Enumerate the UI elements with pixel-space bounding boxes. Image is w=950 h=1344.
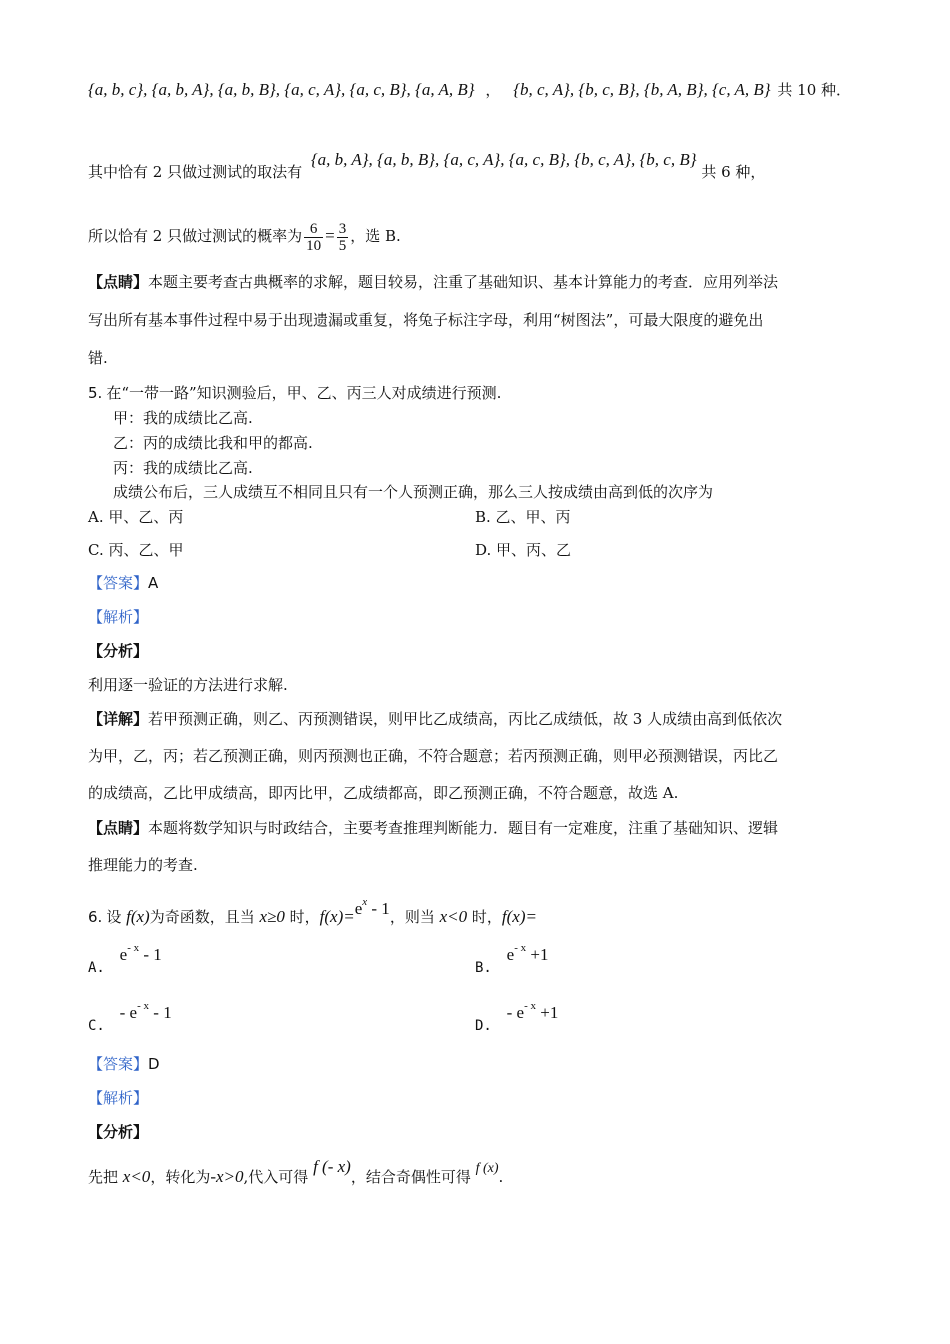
q5-statement-bing: 丙：我的成绩比乙高. <box>113 459 253 477</box>
sets-all-suffix: 共 10 种． <box>777 81 852 99</box>
q6-stem-c: 时， <box>284 908 320 926</box>
prob-equals: = <box>325 226 335 245</box>
q6-expr-tail: - 1 <box>367 899 390 918</box>
q6-option-c <box>88 996 172 1034</box>
comment4-text1: 本题主要考查古典概率的求解，题目较易，注重了基础知识、基本计算能力的考查．应用列举法 <box>148 273 779 291</box>
q6-expr-exp: x <box>362 896 368 908</box>
prob-suffix: ，选 B. <box>350 227 401 245</box>
q6-fx: f(x) <box>126 907 150 926</box>
exact2-line <box>88 150 766 182</box>
q6-last-fx: f (x) <box>475 1161 499 1176</box>
q6-option-d <box>475 996 559 1034</box>
prob-prefix: 所以恰有 2 只做过测试的概率为 <box>88 227 303 245</box>
exact2-sets: {a, b, A}, {a, b, B}, {a, c, A}, {a, c, B}, {b, c, A}, {b, c, B} <box>310 150 697 169</box>
frac2-den: 5 <box>338 237 347 254</box>
q6-number: 6. <box>88 908 103 926</box>
q6-stem <box>88 896 537 927</box>
q5-answer-value: A <box>148 574 159 592</box>
frac1-num: 6 <box>304 221 323 238</box>
q6-answer <box>88 1054 160 1074</box>
exact2-suffix: 共 6 种， <box>701 163 766 181</box>
q5-comment-tag: 【点睛】 <box>88 819 149 837</box>
q5-detail-line3: 的成绩高，乙比甲成绩高，即丙比甲，乙成绩都高，即乙预测正确，不符合题意，故选 A. <box>88 784 679 802</box>
q6-last-d: ，结合奇偶性可得 <box>350 1168 476 1186</box>
q6-expr <box>354 896 390 918</box>
q6-cond2: x<0 <box>439 907 468 926</box>
comment4-line2: 写出所有基本事件过程中易于出现遗漏或重复，将兔子标注字母，利用“树图法”，可最大限度的避免出 <box>88 311 764 329</box>
q6-a-base: e <box>119 945 128 964</box>
q6-option-d-expr <box>506 1000 559 1022</box>
q5-option-b: B. 乙、甲、丙 <box>475 508 571 526</box>
q6-b-base: e <box>506 945 515 964</box>
q5-stem-text: 在“一带一路”知识测验后，甲、乙、丙三人对成绩进行预测. <box>106 384 502 402</box>
q6-last-f-negx: f (- x) <box>313 1157 351 1176</box>
q6-option-a <box>88 938 162 976</box>
frac2-num: 3 <box>338 220 347 237</box>
fraction-3-5 <box>337 221 349 254</box>
sets-separator: ， <box>485 81 501 99</box>
q6-c-exp: - x <box>137 1000 150 1012</box>
q6-last-e: . <box>498 1168 504 1186</box>
sets-all-left: {a, b, c}, {a, b, A}, {a, b, B}, {a, c, A}, {a, c, B}, {a, A, B} <box>88 80 475 99</box>
q6-stem-e: 时， <box>467 908 502 926</box>
q6-option-c-label: C. <box>88 1018 105 1034</box>
probability-line <box>88 220 401 254</box>
q6-last-negx: -x>0 <box>210 1167 244 1186</box>
q6-d-base: - e <box>506 1003 525 1022</box>
q5-stem <box>88 383 501 403</box>
q5-answer-tag: 【答案】 <box>88 574 149 592</box>
q5-option-c: C. 丙、乙、甲 <box>88 541 184 559</box>
q6-option-a-expr <box>119 942 162 964</box>
q6-last-x: x<0 <box>122 1167 151 1186</box>
sets-all-right: {b, c, A}, {b, c, B}, {b, A, B}, {c, A, B} <box>513 80 771 99</box>
q5-detail-line1 <box>88 709 782 729</box>
q5-number: 5. <box>88 384 103 402</box>
q5-option-a: A. 甲、乙、丙 <box>88 508 184 526</box>
q5-statement-yi: 乙：丙的成绩比我和甲的都高. <box>113 434 313 452</box>
q5-fenxi-text: 利用逐一验证的方法进行求解. <box>88 676 288 694</box>
q6-analysis-tag: 【解析】 <box>88 1089 149 1107</box>
q6-option-a-label: A. <box>88 960 105 976</box>
q5-analysis-tag: 【解析】 <box>88 608 149 626</box>
q6-option-c-expr <box>119 1000 172 1022</box>
q6-fenxi-tag: 【分析】 <box>88 1123 149 1141</box>
q6-c-tail: - 1 <box>149 1003 172 1022</box>
q6-answer-value: D <box>148 1055 160 1073</box>
q6-d-exp: - x <box>524 1000 537 1012</box>
q5-comment-line2: 推理能力的考查. <box>88 856 198 874</box>
q6-option-b-expr <box>506 942 549 964</box>
q6-expr-base: e <box>354 899 363 918</box>
q5-fenxi-tag: 【分析】 <box>88 642 149 660</box>
q5-comment-line1 <box>88 818 778 838</box>
q5-detail-line2: 为甲，乙，丙；若乙预测正确，则丙预测也正确，不符合题意；若丙预测正确，则甲必预测错误，丙比乙 <box>88 747 779 765</box>
q6-option-b-label: B. <box>475 960 492 976</box>
q6-d-tail: +1 <box>536 1003 559 1022</box>
q6-fx-eq2: f(x)= <box>501 907 537 926</box>
q6-fenxi-text <box>88 1157 504 1189</box>
comment4-line1 <box>88 272 778 292</box>
q6-c-base: - e <box>119 1003 138 1022</box>
q6-option-d-label: D. <box>475 1018 492 1034</box>
q6-stem-d: ，则当 <box>389 908 440 926</box>
frac1-den: 10 <box>306 237 322 254</box>
q6-a-tail: - 1 <box>139 945 162 964</box>
q5-detail-text1: 若甲预测正确，则乙、丙预测错误，则甲比乙成绩高，丙比乙成绩低，故 3 人成绩由高到低依次 <box>148 710 783 728</box>
q5-comment-text1: 本题将数学知识与时政结合，主要考查推理判断能力．题目有一定难度，注重了基础知识、逻辑 <box>148 819 779 837</box>
q5-detail-tag: 【详解】 <box>88 710 149 728</box>
q5-statement-jia: 甲：我的成绩比乙高. <box>113 409 253 427</box>
q6-stem-b: 为奇函数，且当 <box>149 908 260 926</box>
fraction-6-10 <box>304 221 323 254</box>
q6-cond1: x≥0 <box>259 907 285 926</box>
q6-last-c: ,代入可得 <box>243 1168 314 1186</box>
q6-last-a: 先把 <box>88 1168 123 1186</box>
q6-stem-a: 设 <box>106 908 127 926</box>
q6-b-tail: +1 <box>526 945 549 964</box>
q5-conclusion: 成绩公布后，三人成绩互不相同且只有一个人预测正确，那么三人按成绩由高到低的次序为 <box>113 483 714 501</box>
q6-option-b <box>475 938 549 976</box>
q6-b-exp: - x <box>514 942 527 954</box>
q5-answer <box>88 573 158 593</box>
exact2-prefix: 其中恰有 2 只做过测试的取法有 <box>88 163 303 181</box>
comment4-tag: 【点睛】 <box>88 273 149 291</box>
q6-answer-tag: 【答案】 <box>88 1055 149 1073</box>
comment4-line3: 错. <box>88 349 108 367</box>
q6-fx-eq: f(x)= <box>319 907 355 926</box>
q6-a-exp: - x <box>127 942 140 954</box>
sets-all-line <box>88 80 851 100</box>
q6-last-b: ，转化为 <box>150 1168 211 1186</box>
q5-option-d: D. 甲、丙、乙 <box>475 541 572 559</box>
